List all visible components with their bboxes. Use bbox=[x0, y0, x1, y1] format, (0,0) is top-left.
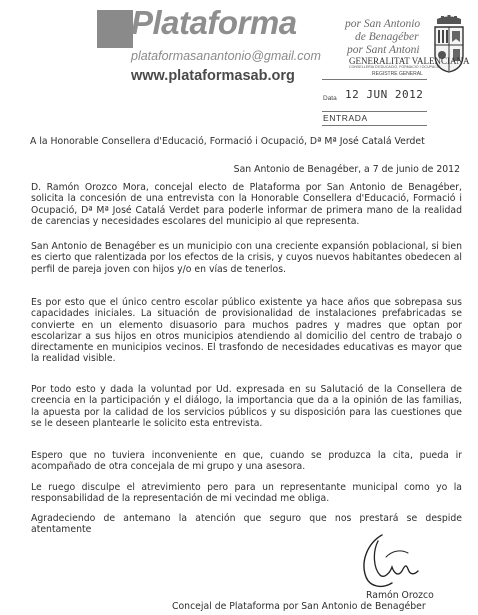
handwritten-signature bbox=[352, 527, 422, 599]
stamp-divider bbox=[322, 79, 427, 80]
stamp-date-value: 12 JUN 2012 bbox=[345, 88, 424, 101]
signer-role: Concejal de Plataforma por San Antonio de Benagéber bbox=[172, 601, 426, 612]
place-date: San Antonio de Benagéber, a 7 de junio de 2012 bbox=[233, 164, 460, 175]
paragraph-municipality: San Antonio de Benagéber es un municipio con una creciente expansión poblacional, si bien es cierto que ralentizada por los efectos de la crisis, y cuyos nuevos habitantes obedecen al perfil de pareja joven con hijos y/o en vías de tenerlos. bbox=[31, 241, 462, 275]
stamp-divider bbox=[322, 111, 427, 112]
paragraph-companions: Espero que no tuviera inconveniente en que, cuando se produzca la cita, pueda ir acompañado de otra concejala de mi grupo y una asesora. bbox=[31, 450, 462, 473]
stamp-date-label: Data bbox=[323, 95, 337, 102]
stamp-department: CONSELLERIA D'EDUCACIÓ, FORMACIÓ I OCUPACIÓ bbox=[349, 65, 441, 69]
addressee: A la Honorable Consellera d'Educació, Formació i Ocupació, Dª Mª José Catalá Verdet bbox=[30, 136, 425, 147]
stamp-authority: GENERALITAT VALENCIANA bbox=[349, 56, 470, 66]
brand-tagline-3: por Sant Antoni bbox=[347, 44, 420, 56]
paragraph-closing: Agradeciendo de antemano la atención que seguro que nos prestará se despide atentamente bbox=[31, 513, 462, 536]
stamp-register: REGISTRE GENERAL bbox=[372, 71, 423, 77]
paragraph-apology: Le ruego disculpe el atrevimiento pero para un representante municipal como yo la responsabilidad de la representación de mi vecindad me obliga. bbox=[31, 482, 462, 505]
stamp-entry-label: ENTRADA bbox=[323, 113, 368, 123]
signer-name: Ramón Orozco bbox=[366, 590, 434, 601]
brand-tagline-2: de Benagéber bbox=[355, 31, 419, 43]
paragraph-motivation: Por todo esto y dada la voluntad por Ud. expresada en su Salutació de la Consellera de creencia en la participación y el diálogo, la importancia que da a la opinión de las familias, la apuesta por la calidad de los servicios públicos y su disposición para las cuestiones que se le deseen plantearle le solicito esta entrevista. bbox=[31, 384, 462, 429]
stamp-divider bbox=[322, 125, 427, 126]
paragraph-request: D. Ramón Orozco Mora, concejal electo de Plataforma por San Antonio de Benagéber, solicita la concesión de una entrevista con la Honorable Consellera d'Educació, Formació i Ocupació, Dª Mª José Catalá Verdet para poderle informar de primera mano de la realidad de carencias y necesidades escolares del municipio al que representa. bbox=[31, 182, 462, 227]
brand-logo-bar bbox=[97, 10, 133, 48]
brand-email: plataformasanantonio@gmail.com bbox=[131, 49, 321, 63]
brand-tagline-1: por San Antonio bbox=[345, 18, 421, 30]
brand-website: www.plataformasab.org bbox=[131, 68, 295, 84]
brand-name: Plataforma bbox=[131, 4, 297, 41]
paragraph-school: Es por esto que el único centro escolar público existente ya hace años que sobrepasa sus capacidades iniciales. La situación de provisionalidad de instalaciones prefabricadas se convierte en un elemento disuasorio para muchos padres y madres que optan por escolarizar a sus hijos en otros municipios atendiendo al domicilio del centro de trabajo o directamente en municipios vecinos. El trasfondo de necesidades educativas es mayor que la realidad visible. bbox=[31, 297, 462, 365]
